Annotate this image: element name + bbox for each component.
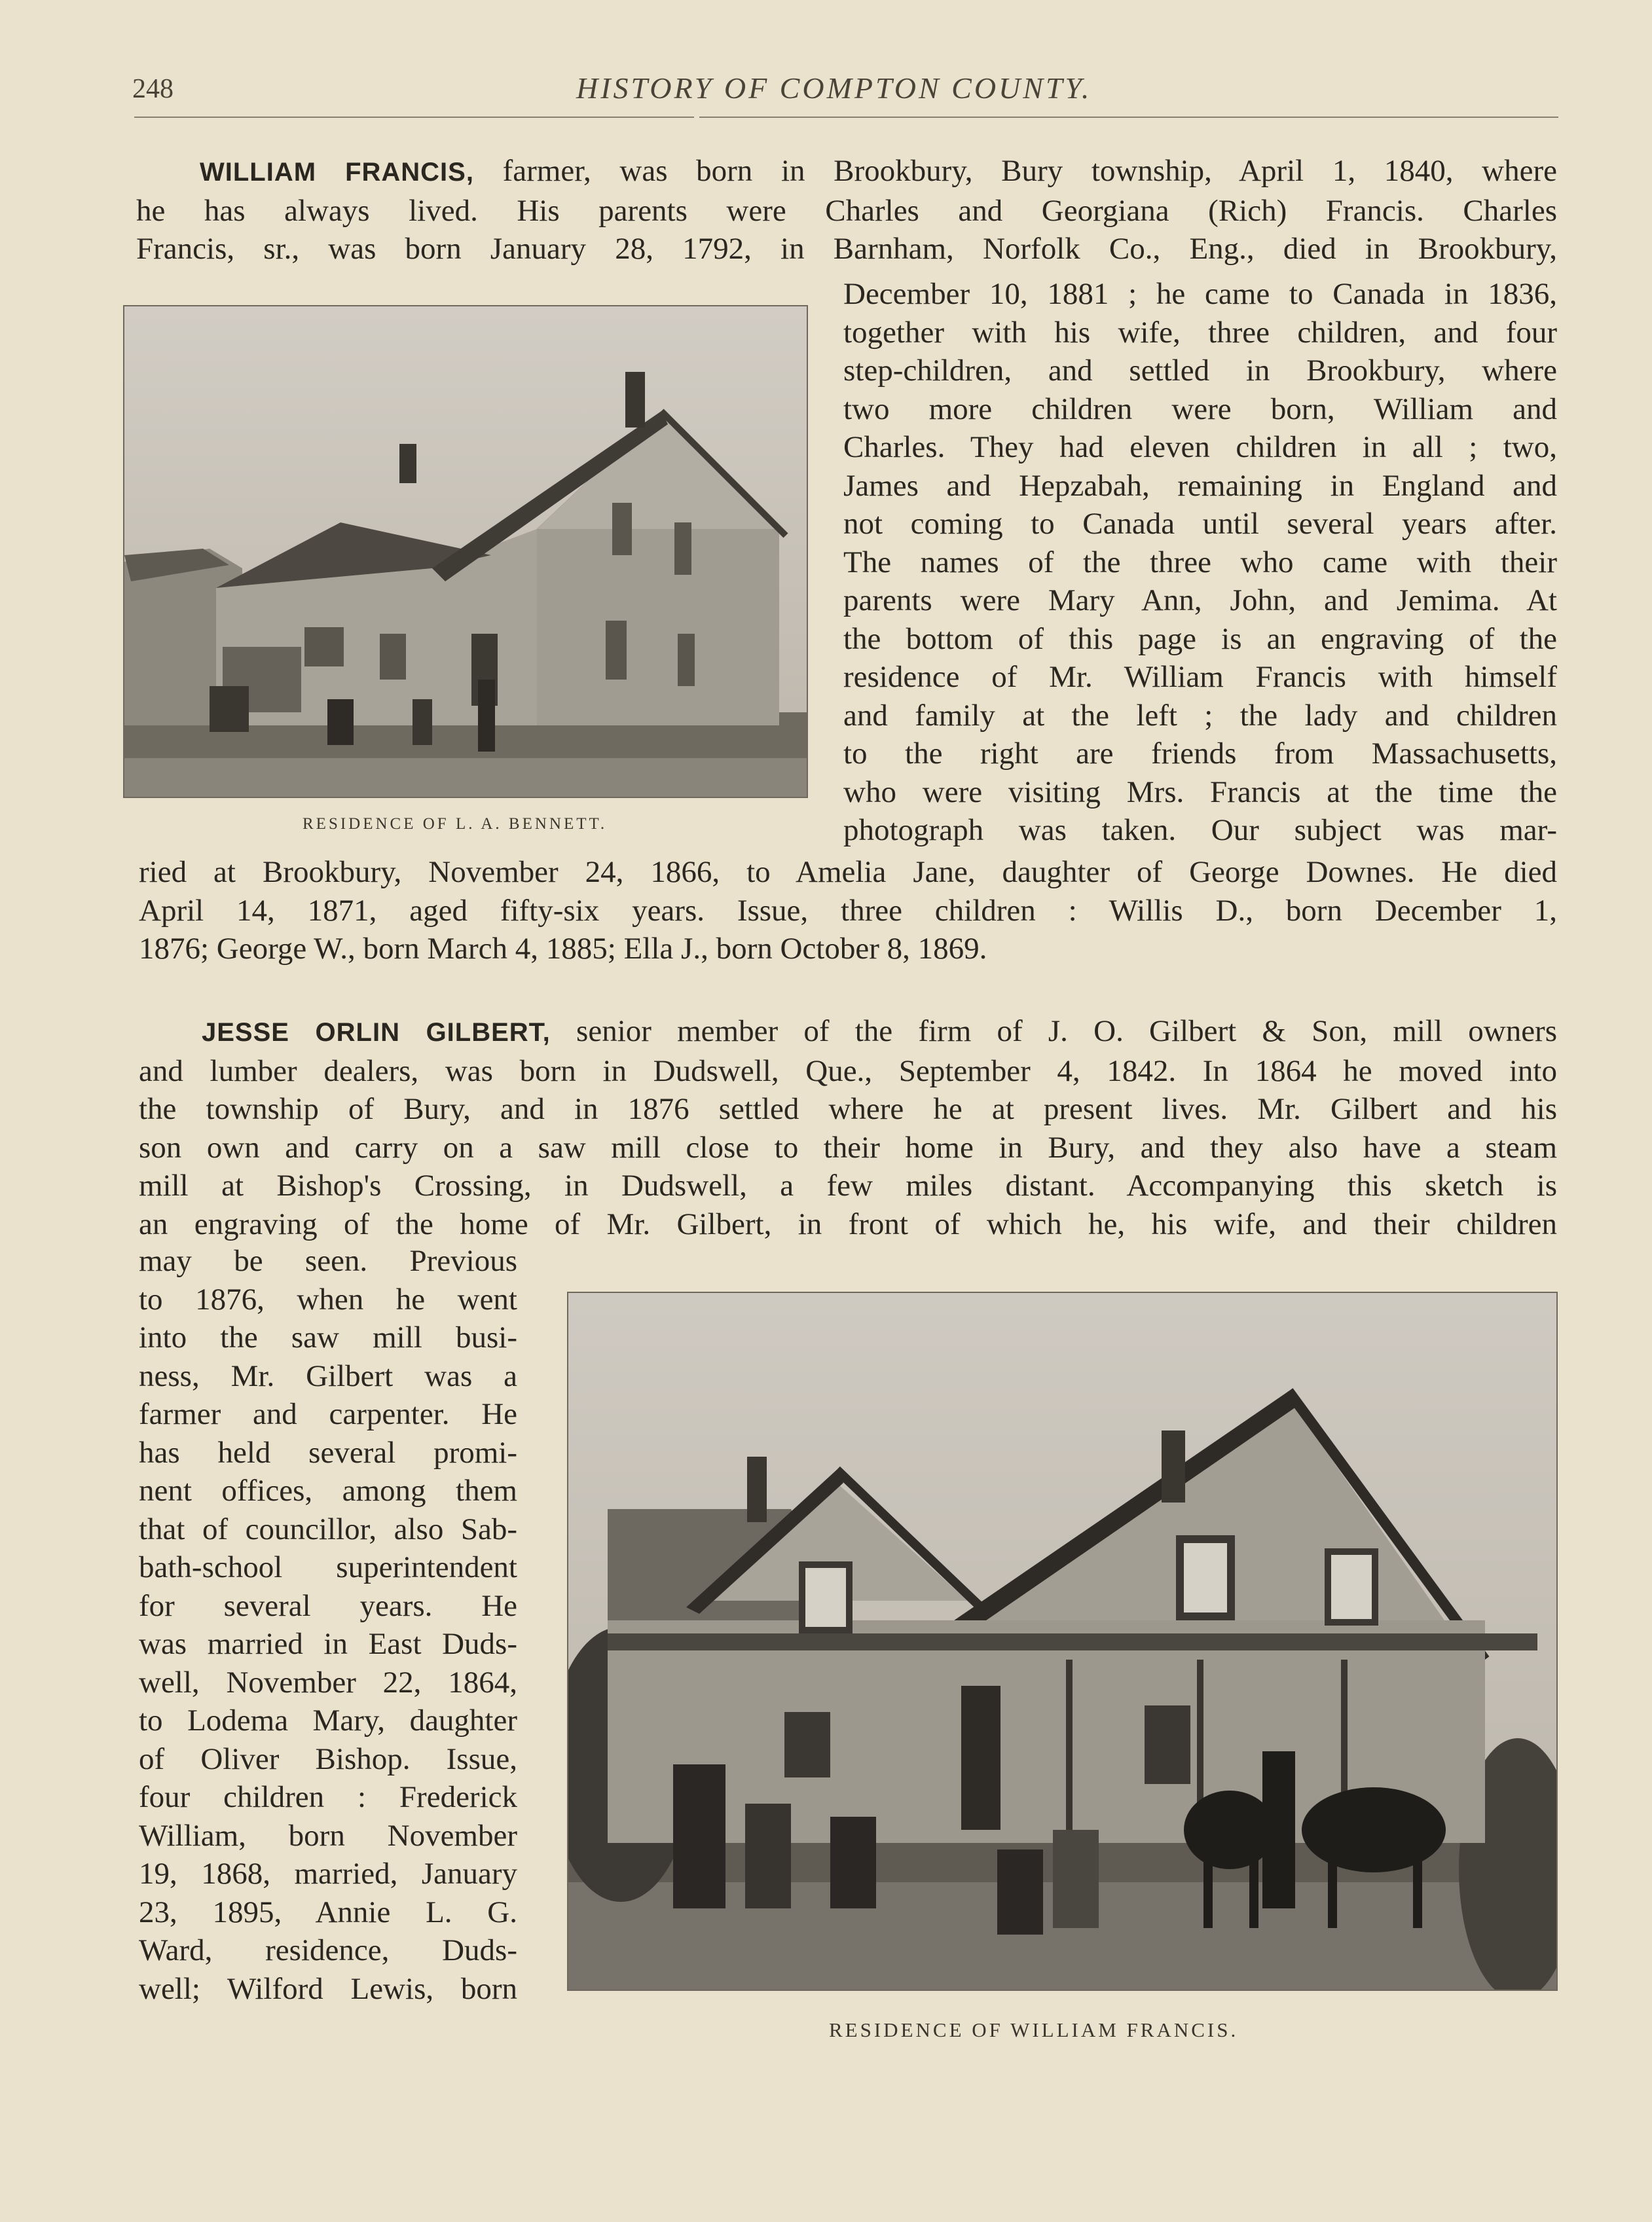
gilbert-narrow-line: nent offices, among them [139, 1474, 517, 1508]
francis-side-line: The names of the three who came with their [843, 545, 1557, 579]
gilbert-narrow-line: well; Wilford Lewis, born [139, 1971, 517, 2006]
gilbert-bio-opening [139, 1012, 1557, 1243]
gilbert-name: JESSE ORLIN GILBERT, [202, 1018, 551, 1047]
francis-side-line: photograph was taken. Our subject was mar- [843, 813, 1557, 847]
francis-bio-closing [139, 853, 1557, 968]
francis-side-line: two more children were born, William and [843, 392, 1557, 426]
francis-side-line: to the right are friends from Massachusetts, [843, 737, 1557, 771]
gilbert-narrow-line: has held several promi- [139, 1435, 517, 1470]
header-rule-left [134, 117, 694, 118]
gilbert-narrow-line: farmer and carpenter. He [139, 1397, 517, 1431]
header-rule-right [699, 117, 1558, 118]
gilbert-narrow-line: into the saw mill busi- [139, 1320, 517, 1355]
bennett-photo-caption: RESIDENCE OF L. A. BENNETT. [303, 815, 608, 833]
francis-residence-photo [567, 1292, 1558, 1991]
francis-line-3: Francis, sr., was born January 28, 1792, in Barnham, Norfolk Co., Eng., died in Brookbury, [136, 232, 1557, 266]
francis-side-line: James and Hepzabah, remaining in England and [843, 468, 1557, 503]
gilbert-line: an engraving of the home of Mr. Gilbert, in front of which he, his wife, and their children [139, 1207, 1557, 1241]
gilbert-narrow-line: four children : Frederick [139, 1780, 517, 1814]
gilbert-narrow-line: to 1876, when he went [139, 1282, 517, 1317]
gilbert-line: and lumber dealers, was born in Dudswell, Que., September 4, 1842. In 1864 he moved into [139, 1053, 1557, 1088]
francis-side-line: residence of Mr. William Francis with himself [843, 660, 1557, 694]
gilbert-narrow-line: that of councillor, also Sab- [139, 1512, 517, 1546]
francis-side-line: who were visiting Mrs. Francis at the time the [843, 774, 1557, 809]
gilbert-narrow-line: William, born November [139, 1818, 517, 1853]
francis-bio-side-column [843, 275, 1557, 850]
gilbert-narrow-line: 19, 1868, married, January [139, 1857, 517, 1891]
gilbert-narrow-line: 23, 1895, Annie L. G. [139, 1895, 517, 1929]
francis-photo-caption: RESIDENCE OF WILLIAM FRANCIS. [829, 2018, 1239, 2041]
gilbert-narrow-line: well, November 22, 1864, [139, 1665, 517, 1700]
francis-side-line: parents were Mary Ann, John, and Jemima. At [843, 583, 1557, 617]
gilbert-narrow-line: for several years. He [139, 1588, 517, 1623]
gilbert-narrow-line: may be seen. Previous [139, 1244, 517, 1278]
page-number: 248 [132, 74, 174, 104]
gilbert-line: the township of Bury, and in 1876 settled where he at present lives. Mr. Gilbert and his [139, 1092, 1557, 1126]
francis-side-line: the bottom of this page is an engraving of the [843, 621, 1557, 656]
francis-side-line: and family at the left ; the lady and children [843, 698, 1557, 733]
gilbert-narrow-line: ness, Mr. Gilbert was a [139, 1358, 517, 1393]
francis-name: WILLIAM FRANCIS, [200, 158, 474, 187]
francis-side-line: step-children, and settled in Brookbury, where [843, 354, 1557, 388]
gilbert-narrow-line: Ward, residence, Duds- [139, 1933, 517, 1967]
francis-side-line: Charles. They had eleven children in all ; two, [843, 430, 1557, 464]
francis-house-engraving [568, 1293, 1556, 1990]
francis-side-line: December 10, 1881 ; he came to Canada in 1836, [843, 277, 1557, 311]
francis-bio-opening [136, 152, 1557, 268]
gilbert-narrow-line: bath-school superintendent [139, 1550, 517, 1584]
francis-side-line: not coming to Canada until several years after. [843, 507, 1557, 541]
gilbert-narrow-line: of Oliver Bishop. Issue, [139, 1741, 517, 1776]
francis-tail-line: ried at Brookbury, November 24, 1866, to Amelia Jane, daughter of George Downes. He died [139, 855, 1557, 889]
gilbert-narrow-line: to Lodema Mary, daughter [139, 1703, 517, 1738]
bennett-residence-photo [123, 305, 808, 798]
gilbert-line: son own and carry on a saw mill close to their home in Bury, and they also have a steam [139, 1130, 1557, 1165]
running-title: HISTORY OF COMPTON COUNTY. [576, 71, 1092, 105]
francis-tail-line: April 14, 1871, aged fifty-six years. Issue, three children : Willis D., born December 1, [139, 893, 1557, 928]
francis-line-2: he has always lived. His parents were Charles and Georgiana (Rich) Francis. Charles [136, 193, 1557, 228]
gilbert-bio-narrow-column [139, 1242, 517, 2008]
francis-line-1: WILLIAM FRANCIS, farmer, was born in Brookbury, Bury township, April 1, 1840, where [200, 154, 1557, 188]
gilbert-line-1: JESSE ORLIN GILBERT, senior member of the firm of J. O. Gilbert & Son, mill owners [202, 1014, 1557, 1048]
francis-side-line: together with his wife, three children, and four [843, 315, 1557, 350]
gilbert-narrow-line: was married in East Duds- [139, 1627, 517, 1661]
bennett-house-engraving [124, 306, 807, 797]
gilbert-line: mill at Bishop's Crossing, in Dudswell, a few miles distant. Accompanying this sketch is [139, 1169, 1557, 1203]
francis-tail-line: 1876; George W., born March 4, 1885; Ella J., born October 8, 1869. [139, 932, 987, 966]
